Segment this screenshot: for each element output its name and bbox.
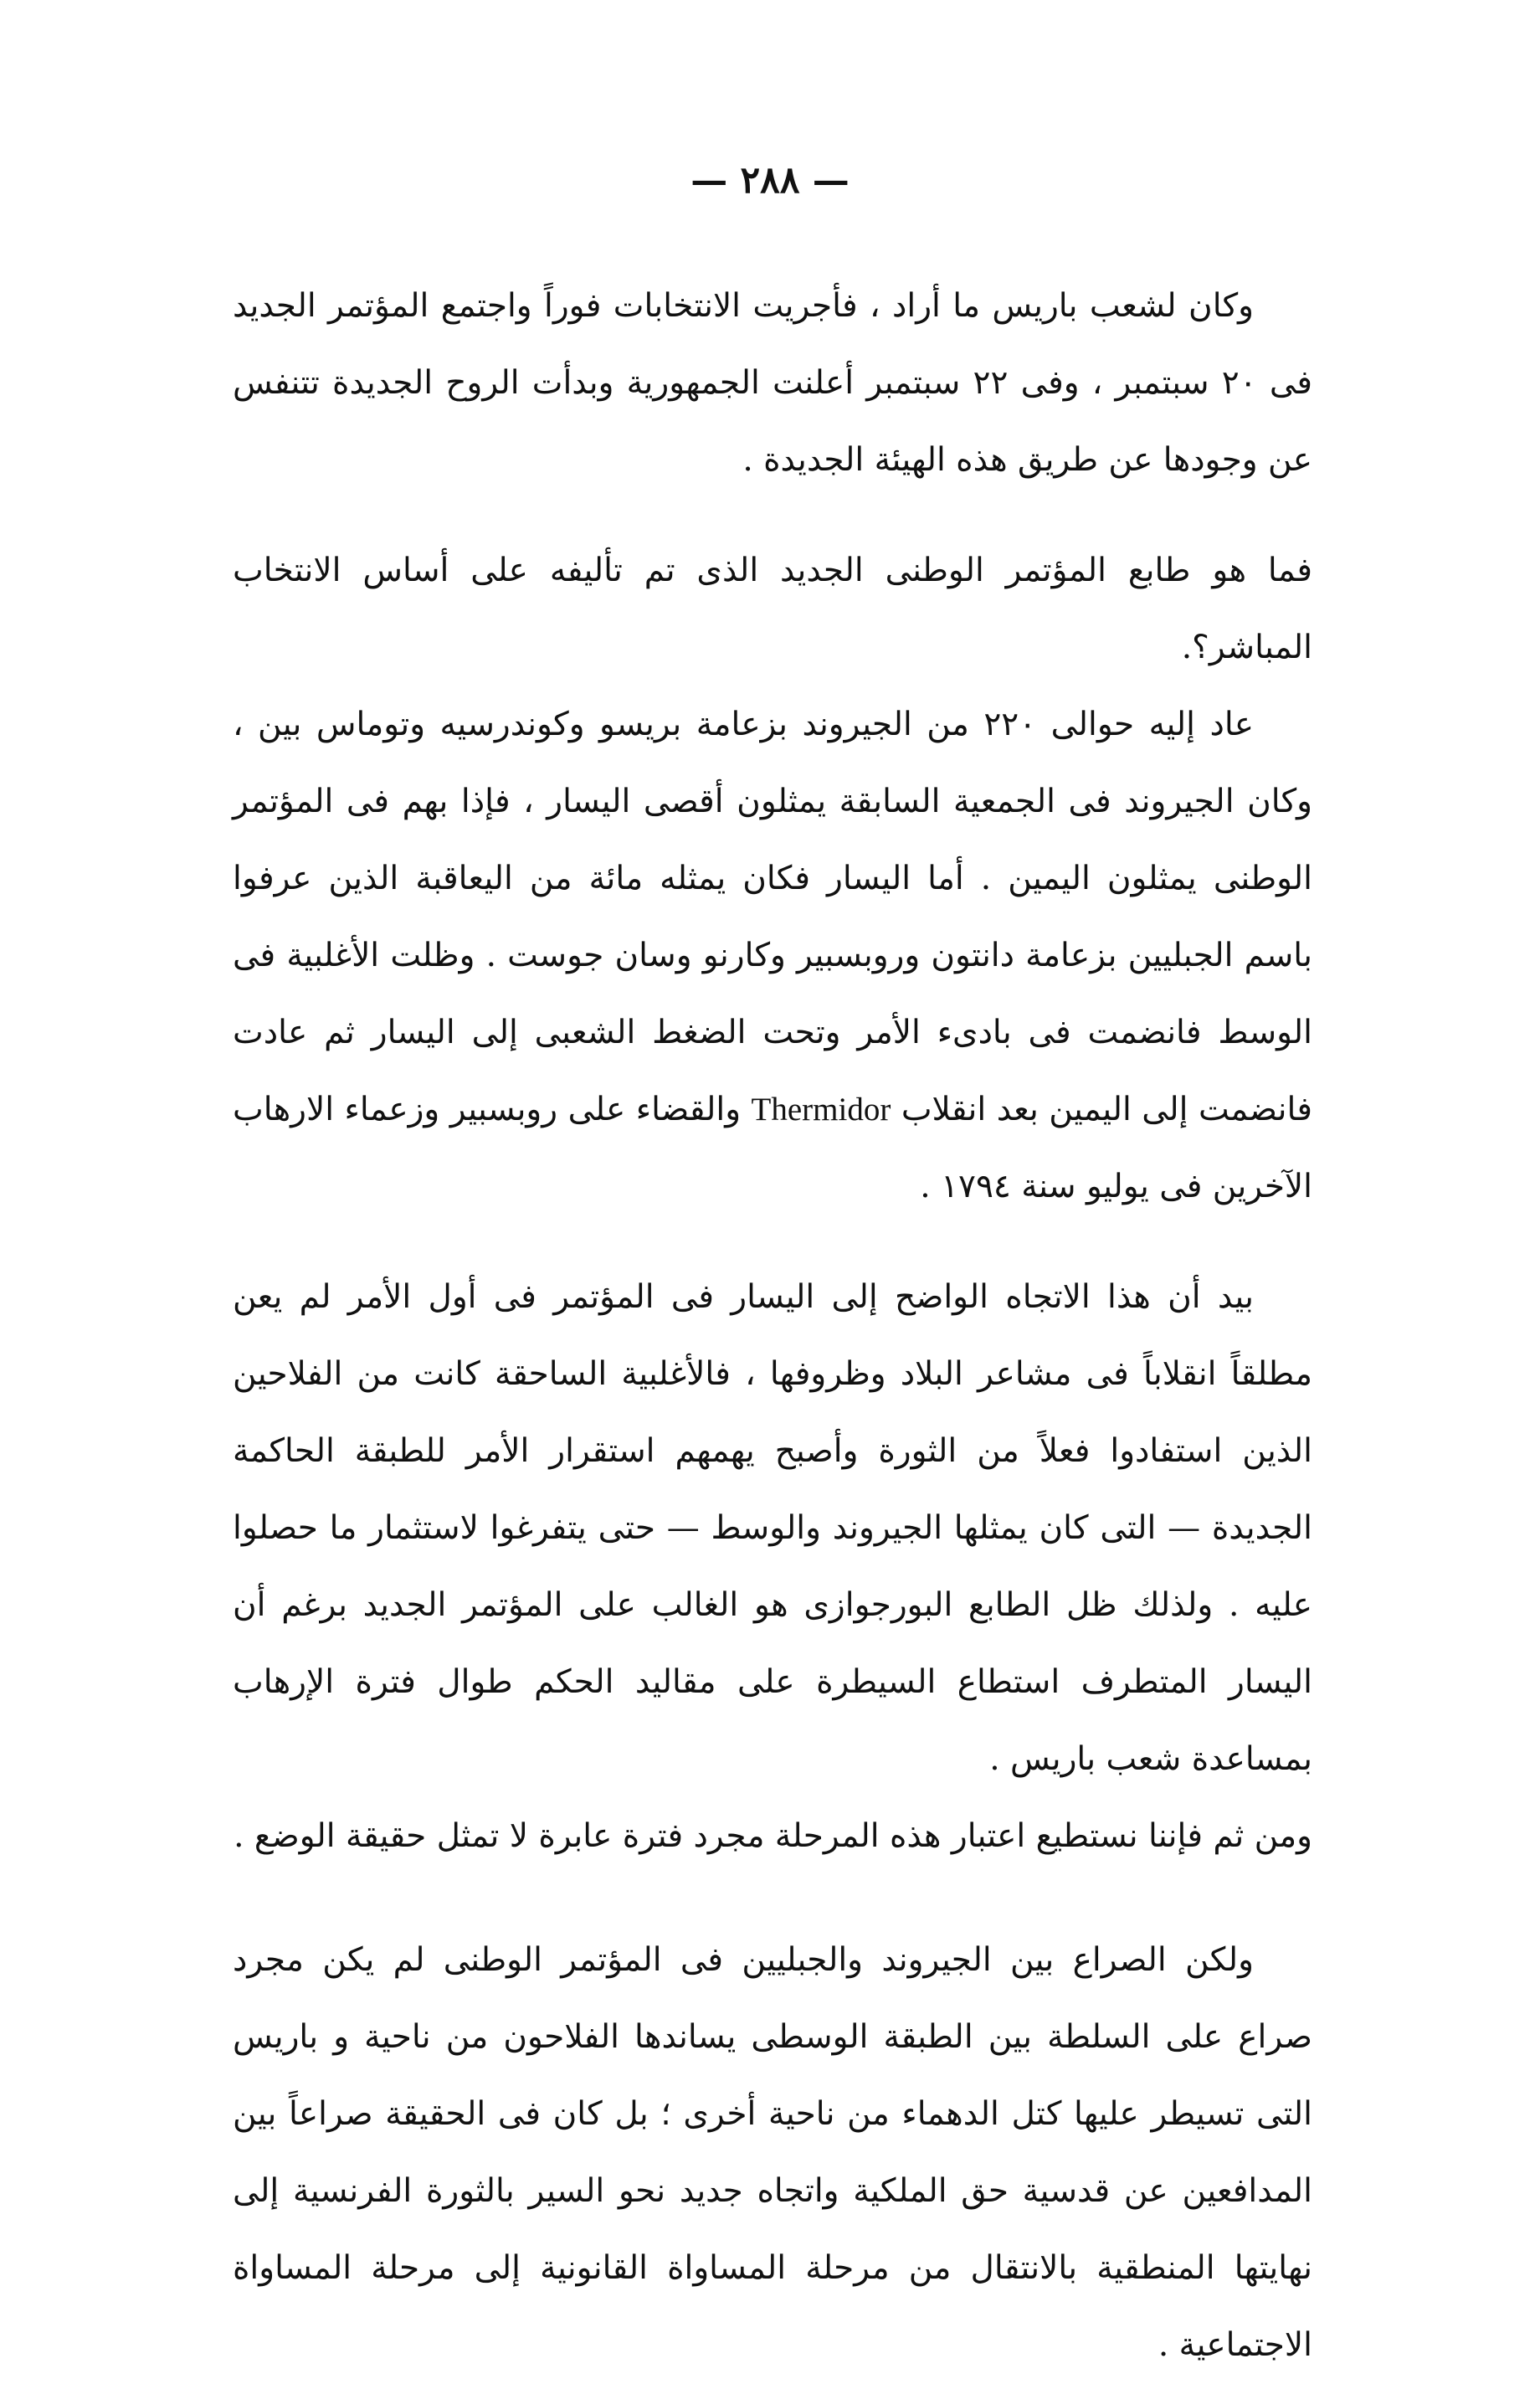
term-thermidor: Thermidor: [751, 1092, 891, 1128]
paragraph-class-struggle: ولكن الصراع بين الجيروند والجبليين فى المؤتمر الوطنى لم يكن مجرد صراع على السلطة بين الطبقة الوسطى يساندها الفلاحون من ناحية و باريس التى تسيطر عليها كتل الدهماء من ناحية أخرى ؛ بل كان فى الحقيقة صراعاً بين المدافعين عن قدسية حق الملكية واتجاه جديد نحو السير بالثورة الفرنسية إلى نهايتها المنطقية بالانتقال من مرحلة المساواة القانونية إلى مرحلة المساواة الاجتماعية .: [233, 1941, 1312, 2364]
page-number: — ٢٨٨ —: [690, 159, 850, 202]
paragraph-girondins-part-2: والقضاء على روبسبير وزعماء الارهاب الآخرين فى يوليو سنة ١٧٩٤ .: [233, 1091, 1312, 1205]
paragraph-girondins-part-1: عاد إليه حوالى ٢٢٠ من الجيروند بزعامة بريسو وكوندرسيه وتوماس بين ، وكان الجيروند فى الجمعية السابقة يمثلون أقصى اليسار ، فإذا بهم فى المؤتمر الوطنى يمثلون اليمين . أما اليسار فكان يمثله مائة من اليعاقبة الذين عرفوا باسم الجبليين بزعامة دانتون وروبسبير وكارنو وسان جوست . وظلت الأغلبية فى الوسط فانضمت فى بادىء الأمر وتحت الضغط الشعبى إلى اليسار ثم عادت فانضمت إلى اليمين بعد انقلاب: [233, 706, 1313, 1128]
paragraph-girondins-montagnards: [233, 686, 1312, 1225]
paragraph-left-tendency: بيد أن هذا الاتجاه الواضح إلى اليسار فى المؤتمر فى أول الأمر لم يعن مطلقاً انقلاباً فى مشاعر البلاد وظروفها ، فالأغلبية الساحقة كانت من الفلاحين الذين استفادوا فعلاً من الثورة وأصبح يهمهم استقرار الأمر للطبقة الحاكمة الجديدة — التى كان يمثلها الجيروند والوسط — حتى يتفرغوا لاستثمار ما حصلوا عليه . ولذلك ظل الطابع البورجوازى هو الغالب على المؤتمر الجديد برغم أن اليسار المتطرف استطاع السيطرة على مقاليد الحكم طوال فترة الإرهاب بمساعدة شعب باريس .: [233, 1278, 1312, 1778]
paragraph-transitional-phase: ومن ثم فإننا نستطيع اعتبار هذه المرحلة مجرد فترة عابرة لا تمثل حقيقة الوضع .: [234, 1817, 1312, 1855]
paragraph-paris-elections: وكان لشعب باريس ما أراد ، فأجريت الانتخابات فوراً واجتمع المؤتمر الجديد فى ٢٠ سبتمبر ، وفى ٢٢ سبتمبر أعلنت الجمهورية وبدأت الروح الجديدة تتنفس عن وجودها عن طريق هذه الهيئة الجديدة .: [233, 287, 1313, 479]
paragraph-convention-question: فما هو طابع المؤتمر الوطنى الجديد الذى تم تأليفه على أساس الانتخاب المباشر؟.: [233, 552, 1312, 666]
body-text: [233, 268, 1312, 2384]
